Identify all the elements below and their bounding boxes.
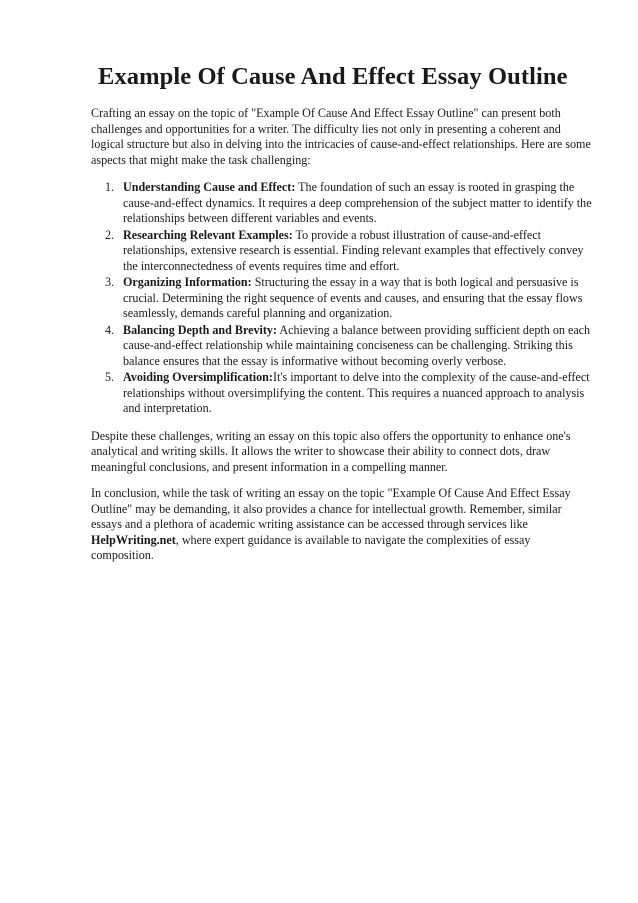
challenges-list	[91, 180, 594, 417]
list-item-term: Avoiding Oversimplification:	[123, 370, 273, 384]
list-item-number: 5.	[105, 370, 115, 384]
list-item	[91, 370, 594, 417]
list-item-term: Balancing Depth and Brevity:	[123, 322, 277, 337]
list-item-number: 3.	[105, 275, 115, 289]
list-item-term: Researching Relevant Examples:	[123, 227, 293, 242]
helpwriting-link[interactable]: HelpWriting.net	[91, 532, 176, 547]
list-item-term: Organizing Information:	[123, 275, 252, 289]
list-item-text: Structuring the essay in a way that is both logical and persuasive is crucial. Determining the right sequence of events and causes, and ensuring that the essay flows seamlessly, demands careful planning and organization.	[123, 275, 583, 320]
list-item-text: It's important to delve into the complexity of the cause-and-effect relationships without oversimplifying the content. This requires a nuanced approach to analysis and interpretation.	[123, 370, 590, 415]
list-item-text: Achieving a balance between providing sufficient depth on each cause-and-effect relationship while maintaining conciseness can be challenging. Striking this balance ensures that the essay is informative without becoming overly verbose.	[123, 322, 591, 368]
list-item	[91, 228, 594, 275]
list-item-number: 1.	[105, 180, 115, 194]
list-item-text: The foundation of such an essay is rooted in grasping the cause-and-effect dynamics. It requires a deep comprehension of the subject matter to identify the relationships between different variables and events.	[123, 180, 592, 225]
list-item-number: 4.	[105, 322, 115, 337]
intro-paragraph: Crafting an essay on the topic of "Example Of Cause And Effect Essay Outline" can present both challenges and opportunities for a writer. The difficulty lies not only in presenting a coherent and logical structure but also in delving into the intricacies of cause-and-effect relationships. Here are some aspects that might make the task challenging:	[91, 106, 591, 167]
list-item	[91, 275, 594, 322]
conclusion-text: In conclusion, while the task of writing an essay on the topic "Example Of Cause And Effect Essay Outline" may be demanding, it also provides a chance for intellectual growth. Remember, similar essays and a plethora of academic writing assistance can be accessed through services like	[91, 486, 571, 531]
list-item-number: 2.	[105, 227, 115, 242]
conclusion-paragraph	[91, 486, 594, 564]
list-item	[91, 180, 594, 227]
document-title: Example Of Cause And Effect Essay Outline	[98, 63, 568, 90]
list-item-term: Understanding Cause and Effect:	[123, 180, 296, 194]
despite-paragraph: Despite these challenges, writing an essay on this topic also offers the opportunity to enhance one's analytical and writing skills. It allows the writer to showcase their ability to connect dots, draw meaningful conclusions, and present information in a compelling manner.	[91, 428, 571, 474]
list-item-text: To provide a robust illustration of cause-and-effect relationships, extensive research is essential. Finding relevant examples that effectively convey the interconnectedness of events requires time and effort.	[123, 227, 584, 273]
list-item	[91, 323, 594, 370]
conclusion-text-end: , where expert guidance is available to navigate the complexities of essay composition.	[91, 532, 531, 562]
